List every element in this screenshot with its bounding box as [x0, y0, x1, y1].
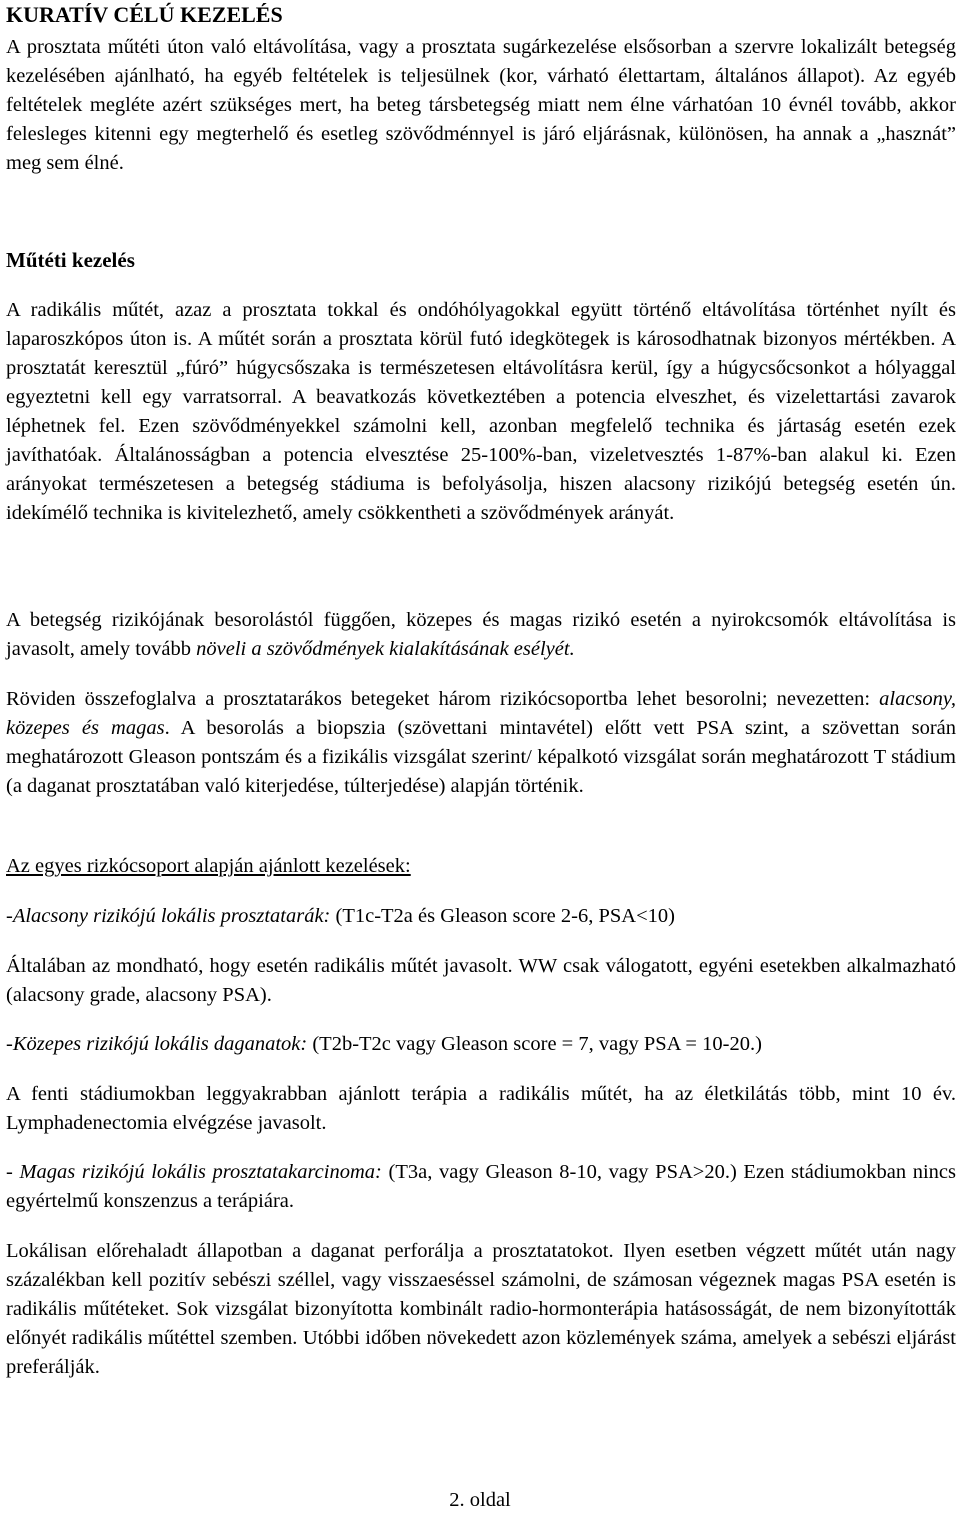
advanced-paragraph: Lokálisan előrehaladt állapotban a daganat perforálja a prosztatatokot. Ilyen esetben végzett műtét után nagy százalékban kell pozitív sebészi széllel, vagy visszaeséssel számolni, de számosan végeznek magas PSA esetén is radikális műtéteket. Sok vizsgálat bizonyította kombinált radio-hormonterápia hatásosságát, de nem bizonyították előnyét radikális műtéttel szemben. Utóbbi időben növekedett azon közlemények száma, amelyek a sebészi eljárást preferálják.: [6, 1240, 956, 1378]
surgical-heading: Műtéti kezelés: [6, 248, 135, 272]
surgical-paragraph: A radikális műtét, azaz a prosztata tokkal és ondóhólyagokkal együtt történő eltávolítása történhet nyílt és laparoszkópos úton is. A műtét során a prosztata körül futó idegkötegek is károsodhatnak bizonyos mértékben. A prosztatát keresztül „fúró” húgycsőszaka is természetesen eltávolításra kerül, így a húgycsőcsonkot a hólyaggal egyeztetni kell egy varratsorral. A beavatkozás következtében a potencia elveszhet, és vizelettartási zavarok léphetnek fel. Ezen szövődményekkel számolni kell, azonban megfelelő technika és jártaság esetén ezek javíthatóak. Általánosságban a potencia elvesztése 25-100%-ban, vizeletvesztés 1-87%-ban alakul ki. Ezen arányokat természetesen a betegség stádiuma is befolyásolja, hiszen alacsony rizikójú betegség esetén ún. idekímélő technika is kivitelezhető, amely csökkentheti a szövődmények arányát.: [6, 299, 956, 524]
risk-text-1: Röviden összefoglalva a prosztatarákos betegeket három rizikócsoportba lehet besorolni; nevezetten:: [6, 688, 880, 710]
risk-text-2: . A besorolás a biopszia (szövettani mintavétel) előtt vett PSA szint, a szövettan során meghatározott Gleason pontszám és a fizikális vizsgálat szerint/ képalkotó vizsgálat során meghatározott T stádium (a daganat prosztatában való kiterjedése, túlterjedése) alapján történik.: [6, 717, 956, 797]
low-risk-line: [6, 902, 956, 931]
high-risk-label: - Magas rizikójú lokális prosztatakarcinoma:: [6, 1161, 382, 1183]
mid-risk-criteria: (T2b-T2c vagy Gleason score = 7, vagy PSA = 10-20.): [307, 1033, 762, 1055]
page-number: 2. oldal: [449, 1489, 511, 1511]
lymph-emphasis: növeli a szövődmények kialakításának esélyét.: [196, 638, 575, 660]
lymph-paragraph: [6, 606, 956, 664]
mid-risk-paragraph: A fenti stádiumokban leggyakrabban ajánlott terápia a radikális műtét, ha az életkilátás több, mint 10 év. Lymphadenectomia elvégzése javasolt.: [6, 1083, 956, 1134]
risk-groups-paragraph: [6, 685, 956, 801]
intro-paragraph: A prosztata műtéti úton való eltávolítása, vagy a prosztata sugárkezelése elsősorban a szervre lokalizált betegség kezelésében ajánlható, ha egyéb feltételek is teljesülnek (kor, várható élettartam, általános állapot). Az egyéb feltételek megléte azért szükséges mert, ha beteg társbetegség miatt nem élne várhatóan 10 évnél tovább, akkor felesleges kitenni egy megterhelő és esetleg szövődménnyel is járó eljárásnak, különösen, ha annak a „hasznát” meg sem élné.: [6, 36, 956, 174]
risk-emphasis: alacsony, közepes és magas: [6, 688, 956, 739]
lymph-text: A betegség rizikójának besorolástól függően, közepes és magas rizikó esetén a nyirokcsomók eltávolítása is javasolt, amely tovább: [6, 609, 956, 660]
mid-risk-line: [6, 1030, 956, 1059]
high-risk-text: (T3a, vagy Gleason 8-10, vagy PSA>20.) Ezen stádiumokban nincs egyértelmű konszenzus a terápiára.: [6, 1161, 956, 1212]
mid-risk-label: -Közepes rizikójú lokális daganatok:: [6, 1033, 308, 1055]
page-title: KURATÍV CÉLÚ KEZELÉS: [6, 2, 283, 27]
high-risk-paragraph: [6, 1158, 956, 1216]
low-risk-paragraph: Általában az mondható, hogy esetén radikális műtét javasolt. WW csak válogatott, egyéni esetekben alkalmazható (alacsony grade, alacsony PSA).: [6, 955, 956, 1006]
low-risk-criteria: (T1c-T2a és Gleason score 2-6, PSA<10): [330, 905, 675, 927]
groups-heading: Az egyes rizkócsoport alapján ajánlott kezelések:: [6, 855, 411, 877]
low-risk-label: -Alacsony rizikójú lokális prosztatarák:: [6, 905, 331, 927]
